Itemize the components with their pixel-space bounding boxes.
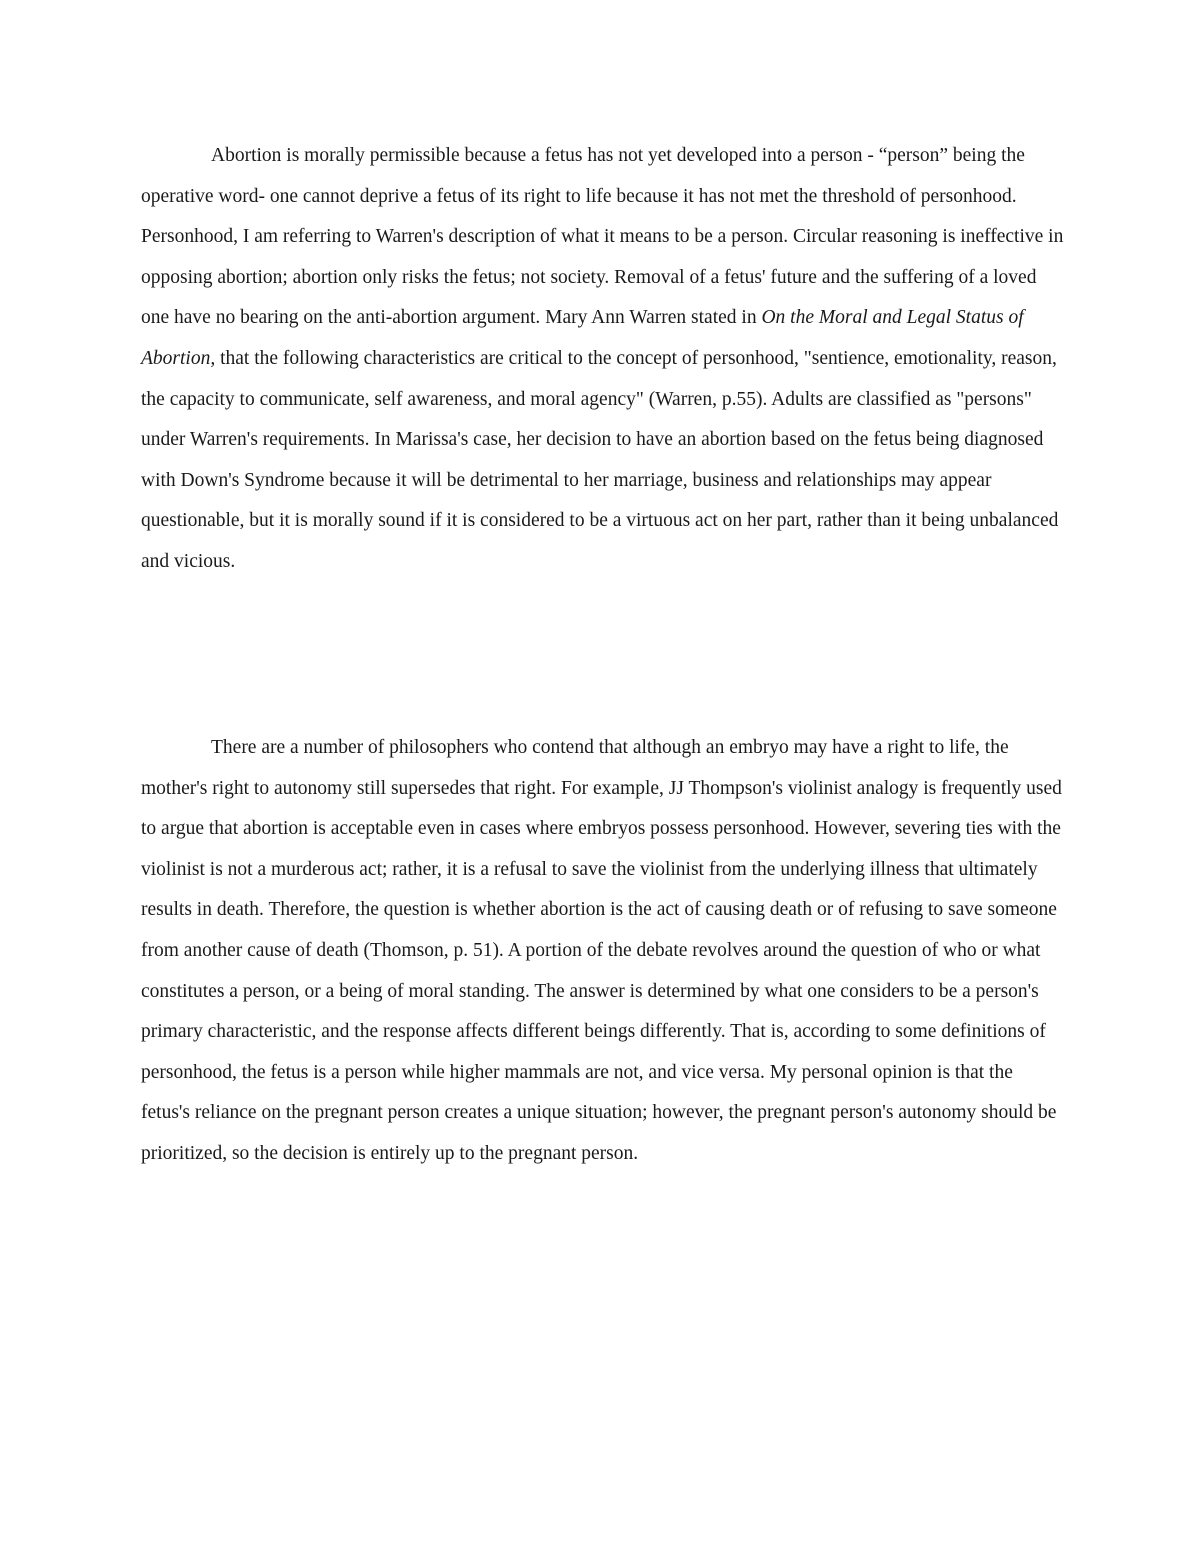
paragraph-2: There are a number of philosophers who contend that although an embryo may have a right to life, the mother's right to autonomy still supersedes that right. For example, JJ Thompson's violinist analogy is frequently used to argue that abortion is acceptable even in cases where embryos possess personhood. However, severing ties with the violinist is not a murderous act; rather, it is a refusal to save the violinist from the underlying illness that ultimately results in death. Therefore, the question is whether abortion is the act of causing death or of refusing to save someone from another cause of death (Thomson, p. 51). A portion of the debate revolves around the question of who or what constitutes a person, or a being of moral standing. The answer is determined by what one considers to be a person's primary characteristic, and the response affects different beings differently. That is, according to some definitions of personhood, the fetus is a person while higher mammals are not, and vice versa. My personal opinion is that the fetus's reliance on the pregnant person creates a unique situation; however, the pregnant person's autonomy should be prioritized, so the decision is entirely up to the pregnant person. (141, 737, 1062, 1164)
paragraph-1-text-end: that the following characteristics are critical to the concept of personhood, "sentience, emotionality, reason, the capacity to communicate, self awareness, and moral agency" (Warren, p.55). Adults are classified as "persons" under Warren's requirements. In Marissa's case, her decision to have an abortion based on the fetus being diagnosed with Down's Syndrome because it will be detrimental to her marriage, business and relationships may appear questionable, but it is morally sound if it is considered to be a virtuous act on her part, rather than it being unbalanced and vicious. (141, 347, 1059, 572)
paragraph-1 (141, 136, 1066, 583)
cited-work-title: On the Moral and Legal Status of Abortion, (141, 307, 1024, 369)
paragraph-1-text-start: Abortion is morally permissible because a fetus has not yet developed into a person - “person” being the operative word- one cannot deprive a fetus of its right to life because it has not met the threshold of personhood. Personhood, I am referring to Warren's description of what it means to be a person. Circular reasoning is ineffective in opposing abortion; abortion only risks the fetus; not society. Removal of a fetus' future and the suffering of a loved one have no bearing on the anti-abortion argument. Mary Ann Warren stated in (141, 145, 1064, 329)
